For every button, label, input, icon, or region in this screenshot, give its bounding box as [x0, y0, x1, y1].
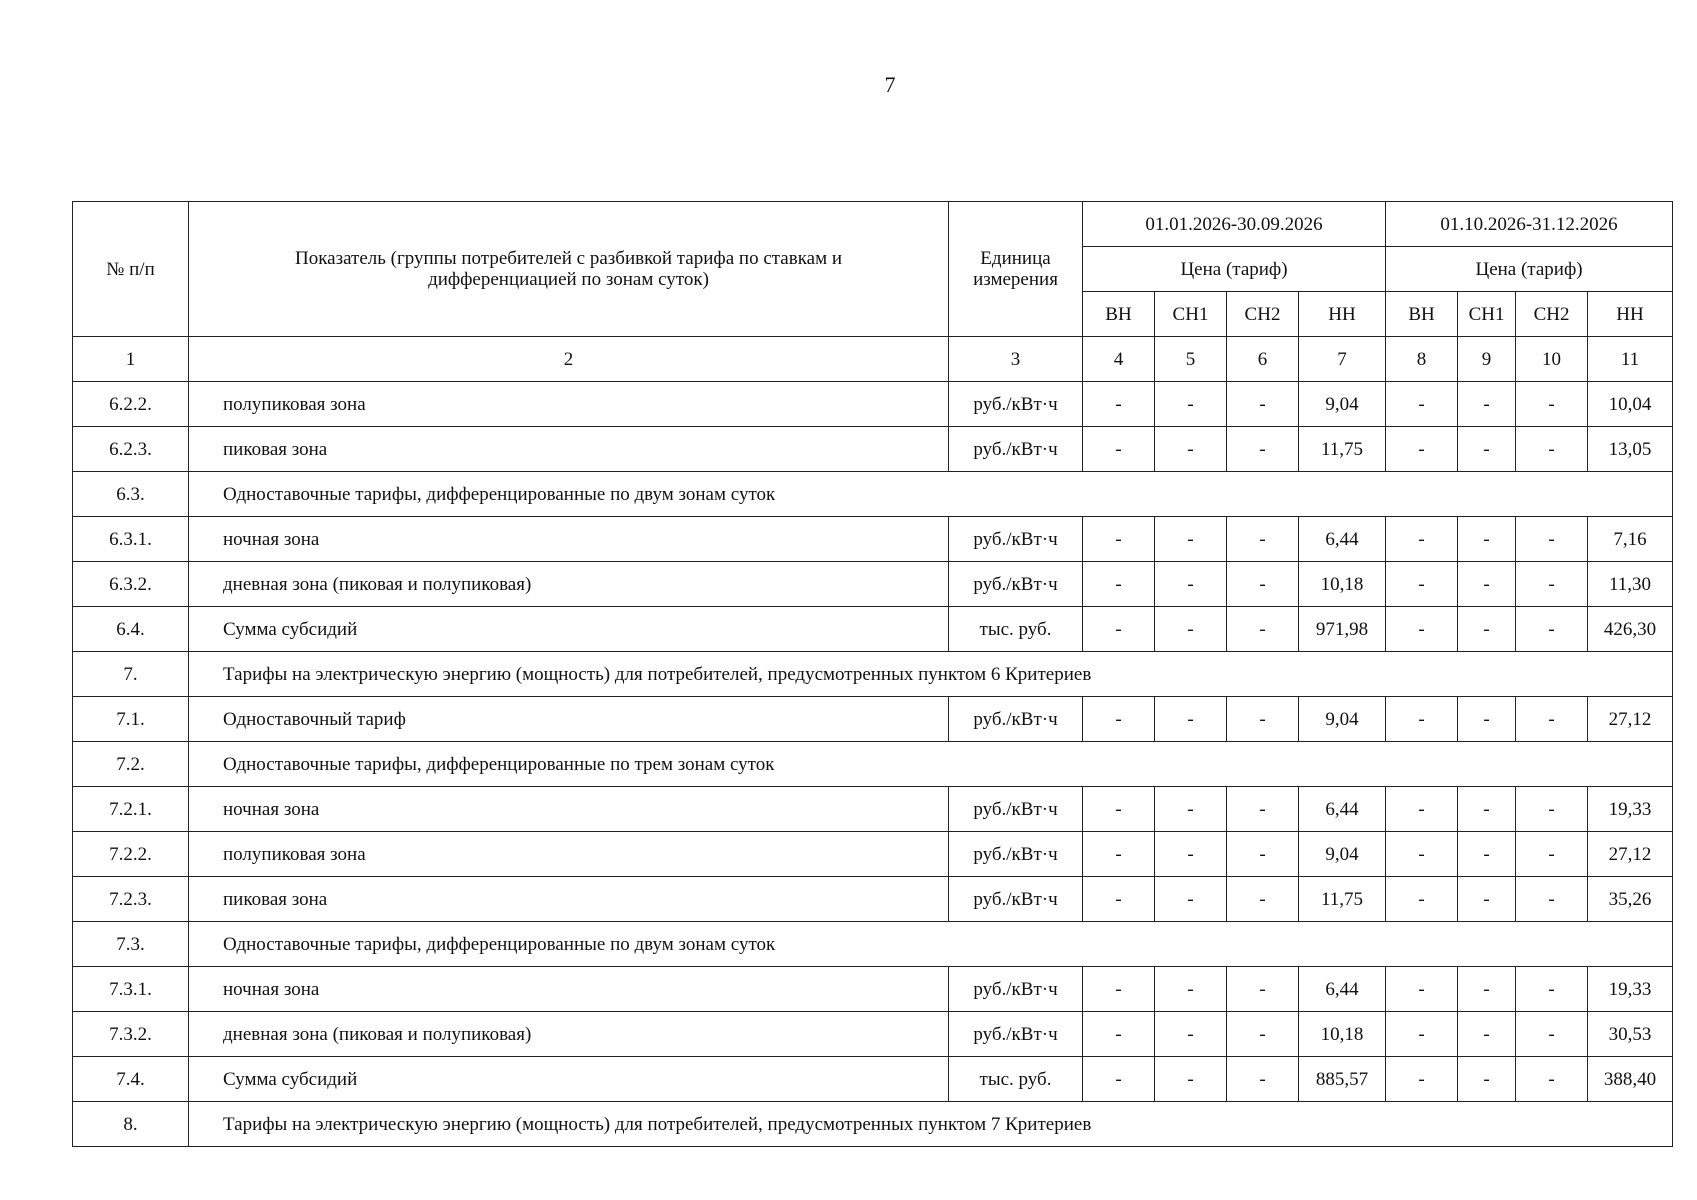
- indicator-name: полупиковая зона: [189, 382, 949, 427]
- indicator-name: ночная зона: [189, 967, 949, 1012]
- tariff-value: -: [1083, 967, 1155, 1012]
- indicator-name: Сумма субсидий: [189, 1057, 949, 1102]
- tariff-value: -: [1155, 697, 1227, 742]
- table-header: [73, 202, 1673, 382]
- tariff-value: -: [1458, 607, 1516, 652]
- tariff-value: 11,75: [1299, 427, 1386, 472]
- unit-cell: тыс. руб.: [949, 1057, 1083, 1102]
- header-voltage: ВН: [1083, 292, 1155, 337]
- section-row: [73, 1102, 1673, 1147]
- tariff-value: -: [1083, 697, 1155, 742]
- tariff-value: -: [1227, 787, 1299, 832]
- tariff-value: -: [1458, 427, 1516, 472]
- indicator-name: Сумма субсидий: [189, 607, 949, 652]
- tariff-value: 9,04: [1299, 832, 1386, 877]
- table-row: [73, 1012, 1673, 1057]
- tariff-value: -: [1083, 832, 1155, 877]
- column-number: 10: [1516, 337, 1588, 382]
- tariff-value: -: [1458, 832, 1516, 877]
- table-row: [73, 562, 1673, 607]
- tariff-value: 885,57: [1299, 1057, 1386, 1102]
- row-number: 7.2.2.: [73, 832, 189, 877]
- tariff-value: -: [1516, 382, 1588, 427]
- row-number: 7.2.: [73, 742, 189, 787]
- tariff-value: -: [1516, 427, 1588, 472]
- tariff-value: -: [1083, 1012, 1155, 1057]
- tariff-value: -: [1083, 382, 1155, 427]
- row-number: 7.3.: [73, 922, 189, 967]
- header-num: № п/п: [73, 202, 189, 337]
- tariff-value: -: [1516, 787, 1588, 832]
- tariff-value: -: [1458, 787, 1516, 832]
- tariff-value: 388,40: [1588, 1057, 1673, 1102]
- table-row: [73, 382, 1673, 427]
- tariff-value: 19,33: [1588, 787, 1673, 832]
- tariff-table: [72, 201, 1673, 1147]
- tariff-value: 426,30: [1588, 607, 1673, 652]
- table-row: [73, 1057, 1673, 1102]
- table-body: [73, 382, 1673, 1147]
- tariff-value: 35,26: [1588, 877, 1673, 922]
- column-numbers-row: [73, 337, 1673, 382]
- tariff-value: 10,04: [1588, 382, 1673, 427]
- tariff-value: -: [1227, 832, 1299, 877]
- row-number: 7.1.: [73, 697, 189, 742]
- row-number: 7.3.2.: [73, 1012, 189, 1057]
- header-price-2: Цена (тариф): [1386, 247, 1673, 292]
- tariff-value: 30,53: [1588, 1012, 1673, 1057]
- tariff-value: -: [1083, 607, 1155, 652]
- column-number: 3: [949, 337, 1083, 382]
- page-number: 7: [884, 72, 896, 97]
- tariff-value: -: [1155, 1057, 1227, 1102]
- tariff-value: -: [1083, 562, 1155, 607]
- header-unit: Единица измерения: [949, 202, 1083, 337]
- tariff-value: 19,33: [1588, 967, 1673, 1012]
- tariff-value: -: [1458, 697, 1516, 742]
- header-period-1: 01.01.2026-30.09.2026: [1083, 202, 1386, 247]
- row-number: 6.3.1.: [73, 517, 189, 562]
- header-indicator: Показатель (группы потребителей с разбивкой тарифа по ставкам и дифференциацией по зонам суток): [189, 202, 949, 337]
- tariff-value: -: [1083, 1057, 1155, 1102]
- tariff-value: -: [1386, 562, 1458, 607]
- row-number: 8.: [73, 1102, 189, 1147]
- tariff-value: 27,12: [1588, 697, 1673, 742]
- tariff-value: -: [1516, 562, 1588, 607]
- row-number: 7.2.3.: [73, 877, 189, 922]
- unit-cell: тыс. руб.: [949, 607, 1083, 652]
- row-number: 6.4.: [73, 607, 189, 652]
- tariff-value: 6,44: [1299, 787, 1386, 832]
- row-number: 6.3.2.: [73, 562, 189, 607]
- column-number: 5: [1155, 337, 1227, 382]
- indicator-name: Одноставочный тариф: [189, 697, 949, 742]
- section-title: Одноставочные тарифы, дифференцированные по двум зонам суток: [189, 472, 1673, 517]
- tariff-value: -: [1386, 832, 1458, 877]
- tariff-value: -: [1155, 832, 1227, 877]
- header-voltage: СН2: [1227, 292, 1299, 337]
- tariff-value: -: [1155, 1012, 1227, 1057]
- header-voltage: СН2: [1516, 292, 1588, 337]
- indicator-name: ночная зона: [189, 787, 949, 832]
- tariff-value: -: [1386, 1012, 1458, 1057]
- indicator-name: полупиковая зона: [189, 832, 949, 877]
- column-number: 2: [189, 337, 949, 382]
- tariff-value: -: [1386, 697, 1458, 742]
- indicator-name: пиковая зона: [189, 427, 949, 472]
- row-number: 7.4.: [73, 1057, 189, 1102]
- tariff-value: 6,44: [1299, 967, 1386, 1012]
- tariff-value: -: [1227, 697, 1299, 742]
- column-number: 9: [1458, 337, 1516, 382]
- tariff-value: -: [1227, 517, 1299, 562]
- tariff-value: -: [1386, 517, 1458, 562]
- column-number: 7: [1299, 337, 1386, 382]
- tariff-value: -: [1386, 967, 1458, 1012]
- tariff-value: -: [1227, 1012, 1299, 1057]
- row-number: 7.: [73, 652, 189, 697]
- tariff-value: -: [1516, 1012, 1588, 1057]
- tariff-value: 7,16: [1588, 517, 1673, 562]
- tariff-value: -: [1155, 517, 1227, 562]
- tariff-value: -: [1386, 877, 1458, 922]
- table-row: [73, 697, 1673, 742]
- unit-cell: руб./кВт·ч: [949, 1012, 1083, 1057]
- tariff-value: 9,04: [1299, 697, 1386, 742]
- tariff-value: 27,12: [1588, 832, 1673, 877]
- column-number: 6: [1227, 337, 1299, 382]
- section-row: [73, 922, 1673, 967]
- tariff-value: -: [1083, 787, 1155, 832]
- unit-cell: руб./кВт·ч: [949, 832, 1083, 877]
- row-number: 7.3.1.: [73, 967, 189, 1012]
- tariff-value: 971,98: [1299, 607, 1386, 652]
- tariff-value: -: [1458, 517, 1516, 562]
- tariff-value: -: [1227, 1057, 1299, 1102]
- tariff-value: 9,04: [1299, 382, 1386, 427]
- unit-cell: руб./кВт·ч: [949, 382, 1083, 427]
- tariff-value: -: [1386, 427, 1458, 472]
- table-row: [73, 832, 1673, 877]
- tariff-value: -: [1386, 382, 1458, 427]
- tariff-value: -: [1458, 382, 1516, 427]
- tariff-value: 11,75: [1299, 877, 1386, 922]
- tariff-value: -: [1227, 877, 1299, 922]
- tariff-value: -: [1458, 967, 1516, 1012]
- section-row: [73, 472, 1673, 517]
- row-number: 6.2.3.: [73, 427, 189, 472]
- header-period-2: 01.10.2026-31.12.2026: [1386, 202, 1673, 247]
- tariff-value: -: [1227, 967, 1299, 1012]
- tariff-value: -: [1227, 427, 1299, 472]
- tariff-value: -: [1083, 877, 1155, 922]
- table-row: [73, 967, 1673, 1012]
- section-title: Одноставочные тарифы, дифференцированные по трем зонам суток: [189, 742, 1673, 787]
- header-voltage: СН1: [1155, 292, 1227, 337]
- tariff-value: -: [1227, 562, 1299, 607]
- tariff-value: -: [1155, 382, 1227, 427]
- tariff-value: -: [1227, 607, 1299, 652]
- tariff-value: -: [1458, 562, 1516, 607]
- header-price-1: Цена (тариф): [1083, 247, 1386, 292]
- unit-cell: руб./кВт·ч: [949, 427, 1083, 472]
- row-number: 7.2.1.: [73, 787, 189, 832]
- tariff-value: 11,30: [1588, 562, 1673, 607]
- tariff-value: -: [1155, 427, 1227, 472]
- tariff-value: -: [1516, 697, 1588, 742]
- section-title: Тарифы на электрическую энергию (мощность) для потребителей, предусмотренных пунктом 7 Критериев: [189, 1102, 1673, 1147]
- tariff-value: -: [1458, 1012, 1516, 1057]
- table-row: [73, 877, 1673, 922]
- tariff-value: -: [1227, 382, 1299, 427]
- header-voltage: СН1: [1458, 292, 1516, 337]
- table-row: [73, 517, 1673, 562]
- column-number: 11: [1588, 337, 1673, 382]
- tariff-value: -: [1386, 607, 1458, 652]
- column-number: 8: [1386, 337, 1458, 382]
- tariff-value: -: [1083, 517, 1155, 562]
- tariff-value: -: [1155, 562, 1227, 607]
- column-number: 1: [73, 337, 189, 382]
- indicator-name: пиковая зона: [189, 877, 949, 922]
- unit-cell: руб./кВт·ч: [949, 787, 1083, 832]
- tariff-value: -: [1516, 1057, 1588, 1102]
- header-voltage: ВН: [1386, 292, 1458, 337]
- tariff-value: -: [1516, 877, 1588, 922]
- tariff-value: -: [1155, 787, 1227, 832]
- tariff-value: -: [1516, 607, 1588, 652]
- tariff-value: -: [1516, 832, 1588, 877]
- section-title: Одноставочные тарифы, дифференцированные по двум зонам суток: [189, 922, 1673, 967]
- tariff-value: -: [1155, 967, 1227, 1012]
- indicator-name: дневная зона (пиковая и полупиковая): [189, 1012, 949, 1057]
- unit-cell: руб./кВт·ч: [949, 877, 1083, 922]
- unit-cell: руб./кВт·ч: [949, 562, 1083, 607]
- tariff-value: 10,18: [1299, 562, 1386, 607]
- tariff-value: -: [1458, 1057, 1516, 1102]
- section-title: Тарифы на электрическую энергию (мощность) для потребителей, предусмотренных пунктом 6 Критериев: [189, 652, 1673, 697]
- unit-cell: руб./кВт·ч: [949, 517, 1083, 562]
- indicator-name: ночная зона: [189, 517, 949, 562]
- column-number: 4: [1083, 337, 1155, 382]
- tariff-value: -: [1155, 877, 1227, 922]
- table-row: [73, 607, 1673, 652]
- tariff-value: -: [1458, 877, 1516, 922]
- tariff-value: -: [1516, 517, 1588, 562]
- tariff-value: -: [1155, 607, 1227, 652]
- table-row: [73, 787, 1673, 832]
- tariff-value: 10,18: [1299, 1012, 1386, 1057]
- tariff-value: -: [1386, 1057, 1458, 1102]
- row-number: 6.2.2.: [73, 382, 189, 427]
- indicator-name: дневная зона (пиковая и полупиковая): [189, 562, 949, 607]
- tariff-value: 6,44: [1299, 517, 1386, 562]
- header-voltage: НН: [1299, 292, 1386, 337]
- unit-cell: руб./кВт·ч: [949, 697, 1083, 742]
- tariff-value: -: [1083, 427, 1155, 472]
- table-row: [73, 427, 1673, 472]
- header-voltage: НН: [1588, 292, 1673, 337]
- tariff-value: 13,05: [1588, 427, 1673, 472]
- unit-cell: руб./кВт·ч: [949, 967, 1083, 1012]
- section-row: [73, 742, 1673, 787]
- tariff-value: -: [1386, 787, 1458, 832]
- tariff-value: -: [1516, 967, 1588, 1012]
- row-number: 6.3.: [73, 472, 189, 517]
- section-row: [73, 652, 1673, 697]
